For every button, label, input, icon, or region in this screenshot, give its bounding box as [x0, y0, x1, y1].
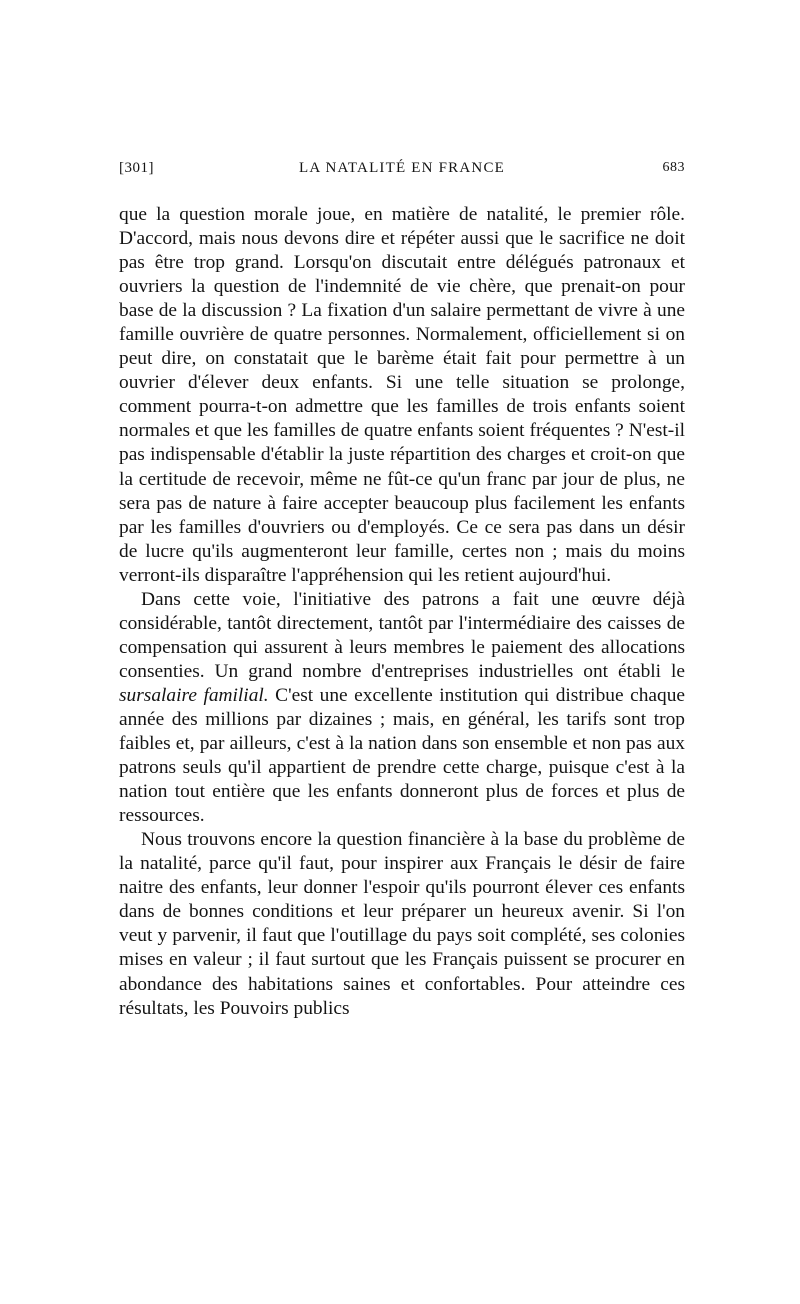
running-title: LA NATALITÉ EN FRANCE — [298, 160, 506, 176]
paragraph-2 — [119, 588, 685, 828]
page-reference: [301] — [119, 160, 154, 176]
paragraph-3: Nous trouvons encore la question financière à la base du problème de la natalité, parce qu'il faut, pour inspirer aux Français le désir de faire naitre des enfants, leur donner l'espoir qu'ils pourront élever ces enfants dans de bonnes conditions et leur préparer un heureux avenir. Si l'on veut y parvenir, il faut que l'outillage du pays soit complété, ses colonies mises en valeur ; il faut surtout que les Français puissent se procurer en abondance des habitations saines et confortables. Pour atteindre ces résultats, les Pouvoirs publics — [119, 829, 685, 1019]
book-page — [119, 160, 685, 1021]
running-header — [119, 160, 685, 186]
body-text — [119, 203, 685, 1021]
page-number: 683 — [662, 160, 685, 175]
paragraph-1: que la question morale joue, en matière de natalité, le premier rôle. D'accord, mais nous devons dire et répéter aussi que le sacrifice ne doit pas être trop grand. Lorsqu'on discutait entre délégués patronaux et ouvriers la question de l'indemnité de vie chère, que prenait-on pour base de la discussion ? La fixation d'un salaire permettant de vivre à une famille ouvrière de quatre personnes. Normalement, officiellement si on peut dire, on constatait que le barème était fait pour permettre à un ouvrier d'élever deux enfants. Si une telle situation se prolonge, comment pourra-t-on admettre que les familles de trois enfants soient normales et que les familles de quatre enfants soient fréquentes ? N'est-il pas indispensable d'établir la juste répartition des charges et croit-on que la certitude de recevoir, même ne fût-ce qu'un franc par jour de plus, ne sera pas de nature à faire accepter beaucoup plus facilement les enfants par les familles d'ouvriers ou d'employés. Ce ce sera pas dans un désir de lucre qu'ils augmenteront leur famille, certes non ; mais du moins verront-ils disparaître l'appréhension qui les retient aujourd'hui. — [119, 204, 685, 586]
paragraph-2-text-b: C'est une excellente institution qui distribue chaque année des millions par dizaines ; mais, en général, les tarifs sont trop faibles et, par ailleurs, c'est à la nation dans son ensemble et non pas aux patrons seuls qu'il appartient de prendre cette charge, puisque c'est à la nation tout entière que les enfants donneront plus de forces et plus de ressources. — [119, 684, 685, 827]
paragraph-2-italic: sursalaire familial. — [119, 684, 269, 706]
paragraph-2-text-a: Dans cette voie, l'initiative des patrons a fait une œuvre déjà considérable, tantôt directement, tantôt par l'intermédiaire des caisses de compensation qui assurent à leurs membres le paiement des allocations consenties. Un grand nombre d'entreprises industrielles ont établi le — [119, 588, 685, 682]
